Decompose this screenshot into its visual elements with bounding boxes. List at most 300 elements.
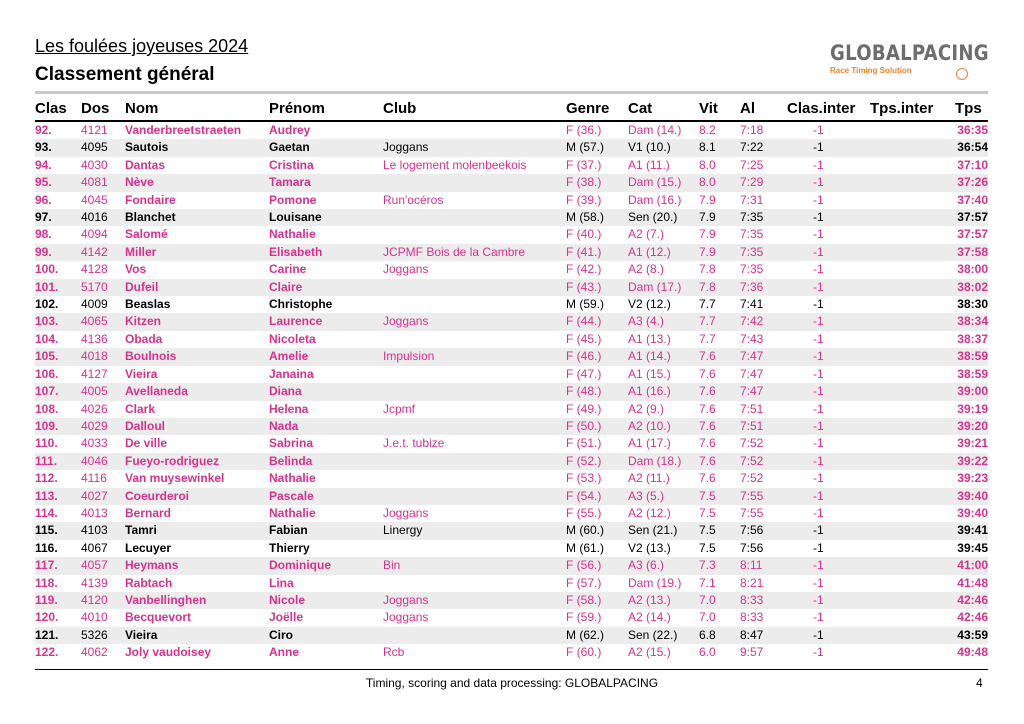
col-header-club: Club <box>383 100 417 117</box>
table-row <box>0 522 1024 539</box>
table-header <box>0 98 1024 118</box>
cell-clas-inter: -1 <box>813 505 824 520</box>
cell-clas: 118. <box>35 575 58 590</box>
cell-cat: Dam (17.) <box>628 279 682 294</box>
cell-prenom: Tamara <box>269 175 311 190</box>
row-shading <box>35 279 988 296</box>
cell-al: 7:56 <box>740 523 764 538</box>
results-table <box>0 122 1024 662</box>
cell-al: 7:22 <box>740 140 764 155</box>
row-shading <box>35 313 988 330</box>
cell-clas-inter: -1 <box>813 384 824 399</box>
cell-clas-inter: -1 <box>813 436 824 451</box>
cell-prenom: Amelie <box>269 349 309 364</box>
cell-clas-inter: -1 <box>813 592 824 607</box>
cell-cat: A2 (12.) <box>628 505 671 520</box>
cell-prenom: Claire <box>269 279 303 294</box>
cell-clas: 97. <box>35 210 52 225</box>
cell-tps: 43:59 <box>957 627 988 642</box>
cell-clas: 111. <box>35 453 58 468</box>
cell-vit: 7.6 <box>699 401 716 416</box>
cell-genre: F (54.) <box>566 488 602 503</box>
cell-al: 7:52 <box>740 436 764 451</box>
cell-tps: 41:48 <box>957 575 988 590</box>
cell-clas: 112. <box>35 471 58 486</box>
cell-club: Bin <box>383 558 401 573</box>
cell-cat: A2 (10.) <box>628 418 671 433</box>
cell-nom: Heymans <box>125 558 179 573</box>
cell-genre: F (47.) <box>566 366 602 381</box>
cell-genre: F (49.) <box>566 401 602 416</box>
footer-text: Timing, scoring and data processing: GLOBALPACING <box>365 676 659 690</box>
cell-nom: Coeurderoi <box>125 488 190 503</box>
cell-nom: Vos <box>125 262 147 277</box>
cell-cat: A2 (9.) <box>628 401 665 416</box>
cell-tps: 42:46 <box>957 610 988 625</box>
cell-genre: M (60.) <box>566 523 605 538</box>
cell-tps: 39:41 <box>957 523 988 538</box>
cell-nom: Van muysewinkel <box>125 471 225 486</box>
cell-dos: 4030 <box>81 157 108 172</box>
cell-genre: F (50.) <box>566 418 602 433</box>
cell-clas: 122. <box>35 645 59 660</box>
cell-prenom: Gaetan <box>269 140 310 155</box>
cell-cat: A2 (14.) <box>628 610 671 625</box>
table-row <box>0 418 1024 435</box>
cell-nom: Becquevort <box>125 610 192 625</box>
cell-prenom: Laurence <box>269 314 323 329</box>
cell-prenom: Christophe <box>269 297 333 312</box>
cell-club: JCPMF Bois de la Cambre <box>383 244 526 259</box>
cell-cat: A1 (11.) <box>628 157 670 172</box>
cell-al: 7:42 <box>740 314 764 329</box>
company-logo <box>830 41 989 75</box>
logo-text: GLOBALPACING <box>830 41 989 65</box>
cell-genre: F (38.) <box>566 175 602 190</box>
cell-nom: Fondaire <box>125 192 176 207</box>
cell-cat: A1 (16.) <box>628 384 671 399</box>
cell-prenom: Belinda <box>269 453 313 468</box>
cell-dos: 4127 <box>81 366 108 381</box>
col-header-clas-inter: Clas.inter <box>787 100 856 117</box>
col-header-vit: Vit <box>699 100 718 117</box>
cell-nom: Tamri <box>125 523 157 538</box>
cell-vit: 7.9 <box>699 227 716 242</box>
cell-clas-inter: -1 <box>813 645 824 660</box>
cell-dos: 4120 <box>81 592 108 607</box>
cell-clas: 104. <box>35 331 59 346</box>
cell-prenom: Nathalie <box>269 471 316 486</box>
col-header-tps-inter: Tps.inter <box>870 100 934 117</box>
cell-prenom: Sabrina <box>269 436 314 451</box>
cell-nom: Bernard <box>125 505 172 520</box>
cell-genre: M (59.) <box>566 297 605 312</box>
cell-cat: A3 (6.) <box>628 558 665 573</box>
cell-tps: 36:54 <box>957 140 988 155</box>
cell-al: 8:47 <box>740 627 764 642</box>
cell-genre: F (58.) <box>566 592 602 607</box>
cell-nom: Blanchet <box>125 210 176 225</box>
cell-dos: 4013 <box>81 505 108 520</box>
cell-tps: 39:20 <box>957 418 988 433</box>
cell-al: 7:51 <box>740 418 764 433</box>
cell-cat: Dam (14.) <box>628 123 682 137</box>
cell-clas: 96. <box>35 192 52 207</box>
cell-prenom: Nathalie <box>269 505 316 520</box>
cell-al: 7:35 <box>740 227 764 242</box>
table-row <box>0 540 1024 557</box>
cell-al: 7:36 <box>740 279 764 294</box>
cell-tps: 42:46 <box>957 592 988 607</box>
cell-club: Joggans <box>383 314 429 329</box>
cell-clas: 116. <box>35 540 58 555</box>
cell-dos: 4026 <box>81 401 108 416</box>
cell-prenom: Helena <box>269 401 309 416</box>
cell-prenom: Nicoleta <box>269 331 316 346</box>
row-shading <box>35 348 988 365</box>
cell-al: 7:31 <box>740 192 764 207</box>
cell-prenom: Pomone <box>269 192 317 207</box>
cell-clas: 107. <box>35 384 59 399</box>
cell-club: Joggans <box>383 140 429 155</box>
cell-tps: 39:45 <box>957 540 988 555</box>
cell-tps: 37:57 <box>957 227 988 242</box>
cell-vit: 7.6 <box>699 471 716 486</box>
cell-cat: Dam (16.) <box>628 192 682 207</box>
cell-clas-inter: -1 <box>813 471 824 486</box>
cell-vit: 7.9 <box>699 244 716 259</box>
cell-club: Joggans <box>383 610 429 625</box>
cell-clas-inter: -1 <box>813 244 824 259</box>
table-row <box>0 609 1024 626</box>
cell-clas: 94. <box>35 157 52 172</box>
cell-prenom: Pascale <box>269 488 314 503</box>
cell-club: Jcpmf <box>383 401 416 416</box>
cell-clas: 93. <box>35 140 52 155</box>
col-header-tps: Tps <box>955 100 982 117</box>
cell-nom: Sautois <box>125 140 169 155</box>
cell-clas-inter: -1 <box>813 262 824 277</box>
cell-clas: 103. <box>35 314 59 329</box>
table-row <box>0 592 1024 609</box>
cell-clas-inter: -1 <box>813 610 824 625</box>
cell-vit: 7.9 <box>699 192 716 207</box>
cell-nom: Beaslas <box>125 297 171 312</box>
cell-tps: 37:26 <box>957 175 988 190</box>
cell-nom: Avellaneda <box>125 384 188 399</box>
table-row <box>0 244 1024 261</box>
cell-dos: 4057 <box>81 558 108 573</box>
cell-tps: 38:34 <box>957 314 988 329</box>
col-header-clas: Clas <box>35 100 67 117</box>
cell-dos: 4005 <box>81 384 108 399</box>
cell-genre: M (58.) <box>566 210 605 225</box>
cell-tps: 36:35 <box>957 123 988 137</box>
cell-cat: Dam (19.) <box>628 575 682 590</box>
cell-tps: 38:30 <box>957 297 988 312</box>
cell-nom: Boulnois <box>125 349 177 364</box>
cell-clas: 117. <box>35 558 58 573</box>
table-row <box>0 470 1024 487</box>
table-row <box>0 157 1024 174</box>
cell-vit: 7.6 <box>699 453 716 468</box>
cell-al: 7:41 <box>740 297 764 312</box>
cell-tps: 39:19 <box>957 401 988 416</box>
cell-nom: Clark <box>125 401 156 416</box>
cell-al: 9:57 <box>740 645 764 660</box>
cell-dos: 4136 <box>81 331 108 346</box>
cell-cat: A2 (8.) <box>628 262 665 277</box>
col-header-dos: Dos <box>81 100 110 117</box>
cell-genre: F (48.) <box>566 384 602 399</box>
cell-al: 7:47 <box>740 384 764 399</box>
cell-dos: 5326 <box>81 627 108 642</box>
cell-tps: 38:59 <box>957 349 988 364</box>
cell-al: 8:33 <box>740 610 764 625</box>
cell-club: Joggans <box>383 592 429 607</box>
cell-cat: A3 (4.) <box>628 314 665 329</box>
cell-dos: 4139 <box>81 575 108 590</box>
page-title: Classement général <box>35 64 215 85</box>
cell-vit: 7.7 <box>699 314 716 329</box>
cell-al: 7:25 <box>740 157 764 172</box>
table-row <box>0 122 1024 139</box>
cell-al: 7:18 <box>740 123 764 137</box>
cell-genre: F (45.) <box>566 331 602 346</box>
cell-dos: 4142 <box>81 244 108 259</box>
cell-vit: 7.5 <box>699 523 716 538</box>
cell-dos: 4062 <box>81 645 108 660</box>
cell-al: 7:35 <box>740 210 764 225</box>
cell-prenom: Nada <box>269 418 299 433</box>
cell-vit: 6.8 <box>699 627 716 642</box>
cell-clas-inter: -1 <box>813 140 824 155</box>
cell-prenom: Nicole <box>269 592 306 607</box>
cell-clas: 98. <box>35 227 52 242</box>
cell-vit: 7.8 <box>699 262 716 277</box>
cell-cat: A1 (13.) <box>628 331 671 346</box>
cell-cat: A3 (5.) <box>628 488 665 503</box>
event-title: Les foulées joyeuses 2024 <box>35 36 249 56</box>
cell-nom: Nève <box>125 175 154 190</box>
cell-nom: Fueyo-rodriguez <box>125 453 220 468</box>
cell-nom: Dantas <box>125 157 166 172</box>
table-row <box>0 192 1024 209</box>
cell-vit: 7.5 <box>699 540 716 555</box>
cell-al: 7:56 <box>740 540 764 555</box>
table-row <box>0 557 1024 574</box>
cell-vit: 8.2 <box>699 123 716 137</box>
cell-tps: 39:40 <box>957 505 988 520</box>
cell-al: 7:47 <box>740 366 764 381</box>
cell-cat: A1 (15.) <box>628 366 671 381</box>
cell-cat: Sen (22.) <box>628 627 678 642</box>
footer-divider <box>35 669 988 670</box>
cell-prenom: Lina <box>269 575 294 590</box>
cell-nom: Lecuyer <box>125 540 172 555</box>
table-row <box>0 226 1024 243</box>
cell-genre: F (43.) <box>566 279 602 294</box>
cell-clas-inter: -1 <box>813 366 824 381</box>
cell-clas-inter: -1 <box>813 540 824 555</box>
cell-clas-inter: -1 <box>813 349 824 364</box>
cell-genre: F (52.) <box>566 453 602 468</box>
cell-tps: 49:48 <box>957 645 988 660</box>
table-row <box>0 644 1024 661</box>
cell-dos: 4016 <box>81 210 108 225</box>
cell-clas-inter: -1 <box>813 279 824 294</box>
cell-tps: 39:23 <box>957 471 988 486</box>
cell-al: 7:47 <box>740 349 764 364</box>
cell-dos: 5170 <box>81 279 108 294</box>
cell-tps: 39:00 <box>957 384 988 399</box>
cell-clas: 114. <box>35 505 58 520</box>
cell-vit: 8.0 <box>699 157 716 172</box>
cell-tps: 38:00 <box>957 262 988 277</box>
cell-nom: Rabtach <box>125 575 173 590</box>
cell-genre: F (40.) <box>566 227 602 242</box>
cell-clas-inter: -1 <box>813 210 824 225</box>
cell-clas-inter: -1 <box>813 331 824 346</box>
cell-dos: 4018 <box>81 349 108 364</box>
cell-clas-inter: -1 <box>813 488 824 503</box>
cell-prenom: Fabian <box>269 523 308 538</box>
cell-genre: F (42.) <box>566 262 602 277</box>
cell-vit: 7.6 <box>699 418 716 433</box>
cell-al: 7:43 <box>740 331 764 346</box>
cell-clas-inter: -1 <box>813 227 824 242</box>
cell-clas: 105. <box>35 349 59 364</box>
cell-nom: De ville <box>125 436 168 451</box>
cell-cat: A2 (13.) <box>628 592 671 607</box>
row-shading <box>35 418 988 435</box>
cell-clas: 121. <box>35 627 59 642</box>
cell-clas-inter: -1 <box>813 157 824 172</box>
cell-dos: 4103 <box>81 523 108 538</box>
cell-vit: 7.6 <box>699 366 716 381</box>
cell-tps: 38:37 <box>957 331 988 346</box>
cell-tps: 37:40 <box>957 192 988 207</box>
cell-prenom: Thierry <box>269 540 310 555</box>
cell-tps: 37:58 <box>957 244 988 259</box>
cell-vit: 6.0 <box>699 645 716 660</box>
cell-prenom: Joëlle <box>269 610 304 625</box>
cell-club: Run'océros <box>383 192 444 207</box>
cell-dos: 4128 <box>81 262 108 277</box>
cell-clas-inter: -1 <box>813 175 824 190</box>
table-row <box>0 383 1024 400</box>
cell-genre: F (53.) <box>566 471 602 486</box>
cell-vit: 8.0 <box>699 175 716 190</box>
table-row <box>0 435 1024 452</box>
cell-cat: A1 (14.) <box>628 349 671 364</box>
cell-clas: 110. <box>35 436 58 451</box>
cell-vit: 8.1 <box>699 140 716 155</box>
row-shading <box>35 139 988 156</box>
table-row <box>0 366 1024 383</box>
table-row <box>0 209 1024 226</box>
cell-clas: 120. <box>35 610 59 625</box>
table-row <box>0 575 1024 592</box>
cell-al: 7:55 <box>740 505 764 520</box>
table-row <box>0 453 1024 470</box>
cell-dos: 4033 <box>81 436 108 451</box>
cell-cat: A2 (7.) <box>628 227 665 242</box>
cell-clas: 115. <box>35 523 58 538</box>
cell-genre: F (60.) <box>566 645 602 660</box>
cell-clas: 95. <box>35 175 52 190</box>
cell-clas: 119. <box>35 592 58 607</box>
row-shading <box>35 627 988 644</box>
cell-genre: F (59.) <box>566 610 602 625</box>
table-row <box>0 627 1024 644</box>
cell-prenom: Audrey <box>269 123 311 137</box>
cell-genre: F (36.) <box>566 123 602 137</box>
cell-prenom: Ciro <box>269 627 293 642</box>
stopwatch-icon <box>956 68 968 80</box>
cell-prenom: Janaina <box>269 366 314 381</box>
cell-vit: 7.1 <box>699 575 716 590</box>
cell-nom: Obada <box>125 331 163 346</box>
cell-cat: Dam (15.) <box>628 175 682 190</box>
cell-tps: 39:40 <box>957 488 988 503</box>
cell-clas-inter: -1 <box>813 575 824 590</box>
cell-clas: 99. <box>35 244 52 259</box>
cell-genre: F (44.) <box>566 314 602 329</box>
cell-prenom: Cristina <box>269 157 314 172</box>
table-row <box>0 261 1024 278</box>
cell-vit: 7.0 <box>699 610 716 625</box>
cell-nom: Vieira <box>125 627 158 642</box>
table-row <box>0 488 1024 505</box>
cell-nom: Kitzen <box>125 314 161 329</box>
cell-genre: M (62.) <box>566 627 605 642</box>
cell-clas-inter: -1 <box>813 123 824 137</box>
cell-al: 8:11 <box>740 558 763 573</box>
cell-club: Impulsion <box>383 349 435 364</box>
cell-al: 7:52 <box>740 453 764 468</box>
cell-nom: Vieira <box>125 366 158 381</box>
cell-genre: F (37.) <box>566 157 602 172</box>
cell-prenom: Dominique <box>269 558 331 573</box>
row-shading <box>35 522 988 539</box>
cell-al: 8:33 <box>740 592 764 607</box>
cell-dos: 4045 <box>81 192 108 207</box>
cell-dos: 4067 <box>81 540 108 555</box>
cell-vit: 7.6 <box>699 436 716 451</box>
cell-club: Joggans <box>383 505 429 520</box>
cell-tps: 38:02 <box>957 279 988 294</box>
cell-vit: 7.9 <box>699 210 716 225</box>
cell-genre: F (51.) <box>566 436 602 451</box>
table-row <box>0 174 1024 191</box>
cell-vit: 7.3 <box>699 558 716 573</box>
cell-vit: 7.7 <box>699 331 716 346</box>
cell-clas-inter: -1 <box>813 418 824 433</box>
cell-genre: M (61.) <box>566 540 605 555</box>
cell-al: 7:35 <box>740 262 764 277</box>
cell-tps: 37:57 <box>957 210 988 225</box>
table-row <box>0 401 1024 418</box>
cell-dos: 4065 <box>81 314 108 329</box>
cell-clas: 102. <box>35 297 59 312</box>
col-header-nom: Nom <box>125 100 159 117</box>
cell-prenom: Diana <box>269 384 302 399</box>
cell-nom: Salomé <box>125 227 168 242</box>
cell-clas-inter: -1 <box>813 192 824 207</box>
cell-al: 7:29 <box>740 175 764 190</box>
cell-club: Linergy <box>383 523 423 538</box>
